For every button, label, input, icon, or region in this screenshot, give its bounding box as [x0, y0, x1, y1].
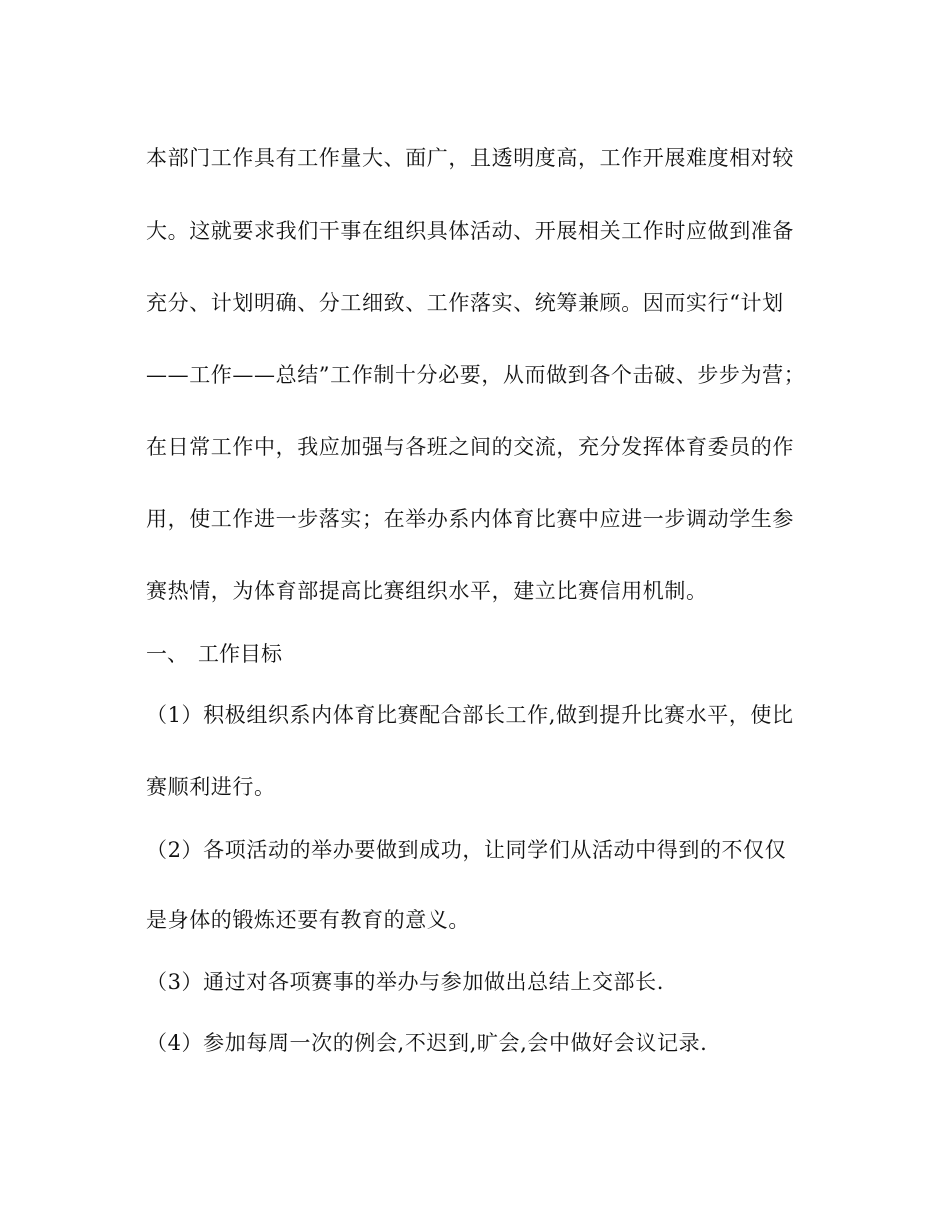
intro-line-1: 本部门工作具有工作量大、面广，且透明度高，工作开展难度相对较	[146, 146, 794, 170]
intro-line-5: 在日常工作中，我应加强与各班之间的交流，充分发挥体育委员的作	[146, 435, 794, 459]
section-number: 一、	[146, 642, 188, 666]
goal-item-2-line-1: （2）各项活动的举办要做到成功，让同学们从活动中得到的不仅仅	[146, 838, 787, 862]
goal-item-1-line-1: （1）积极组织系内体育比赛配合部长工作,做到提升比赛水平，使比	[146, 703, 794, 727]
intro-line-3: 充分、计划明确、分工细致、工作落实、统筹兼顾。因而实行“计划	[146, 291, 784, 315]
goal-item-1-line-2: 赛顺利进行。	[146, 775, 276, 799]
intro-line-7: 赛热情，为体育部提高比赛组织水平，建立比赛信用机制。	[146, 579, 708, 603]
intro-line-6: 用，使工作进一步落实；在举办系内体育比赛中应进一步调动学生参	[146, 507, 794, 531]
goal-item-2-line-2: 是身体的锻炼还要有教育的意义。	[146, 908, 470, 932]
intro-line-4: ——工作——总结”工作制十分必要，从而做到各个击破、步步为营；	[146, 363, 806, 387]
section-title: 工作目标	[198, 642, 282, 666]
goal-item-3: （3）通过对各项赛事的举办与参加做出总结上交部长.	[146, 970, 665, 994]
intro-line-2: 大。这就要求我们干事在组织具体活动、开展相关工作时应做到准备	[146, 219, 794, 243]
section-heading	[146, 640, 282, 668]
goal-item-4: （4）参加每周一次的例会,不迟到,旷会,会中做好会议记录.	[146, 1031, 708, 1055]
